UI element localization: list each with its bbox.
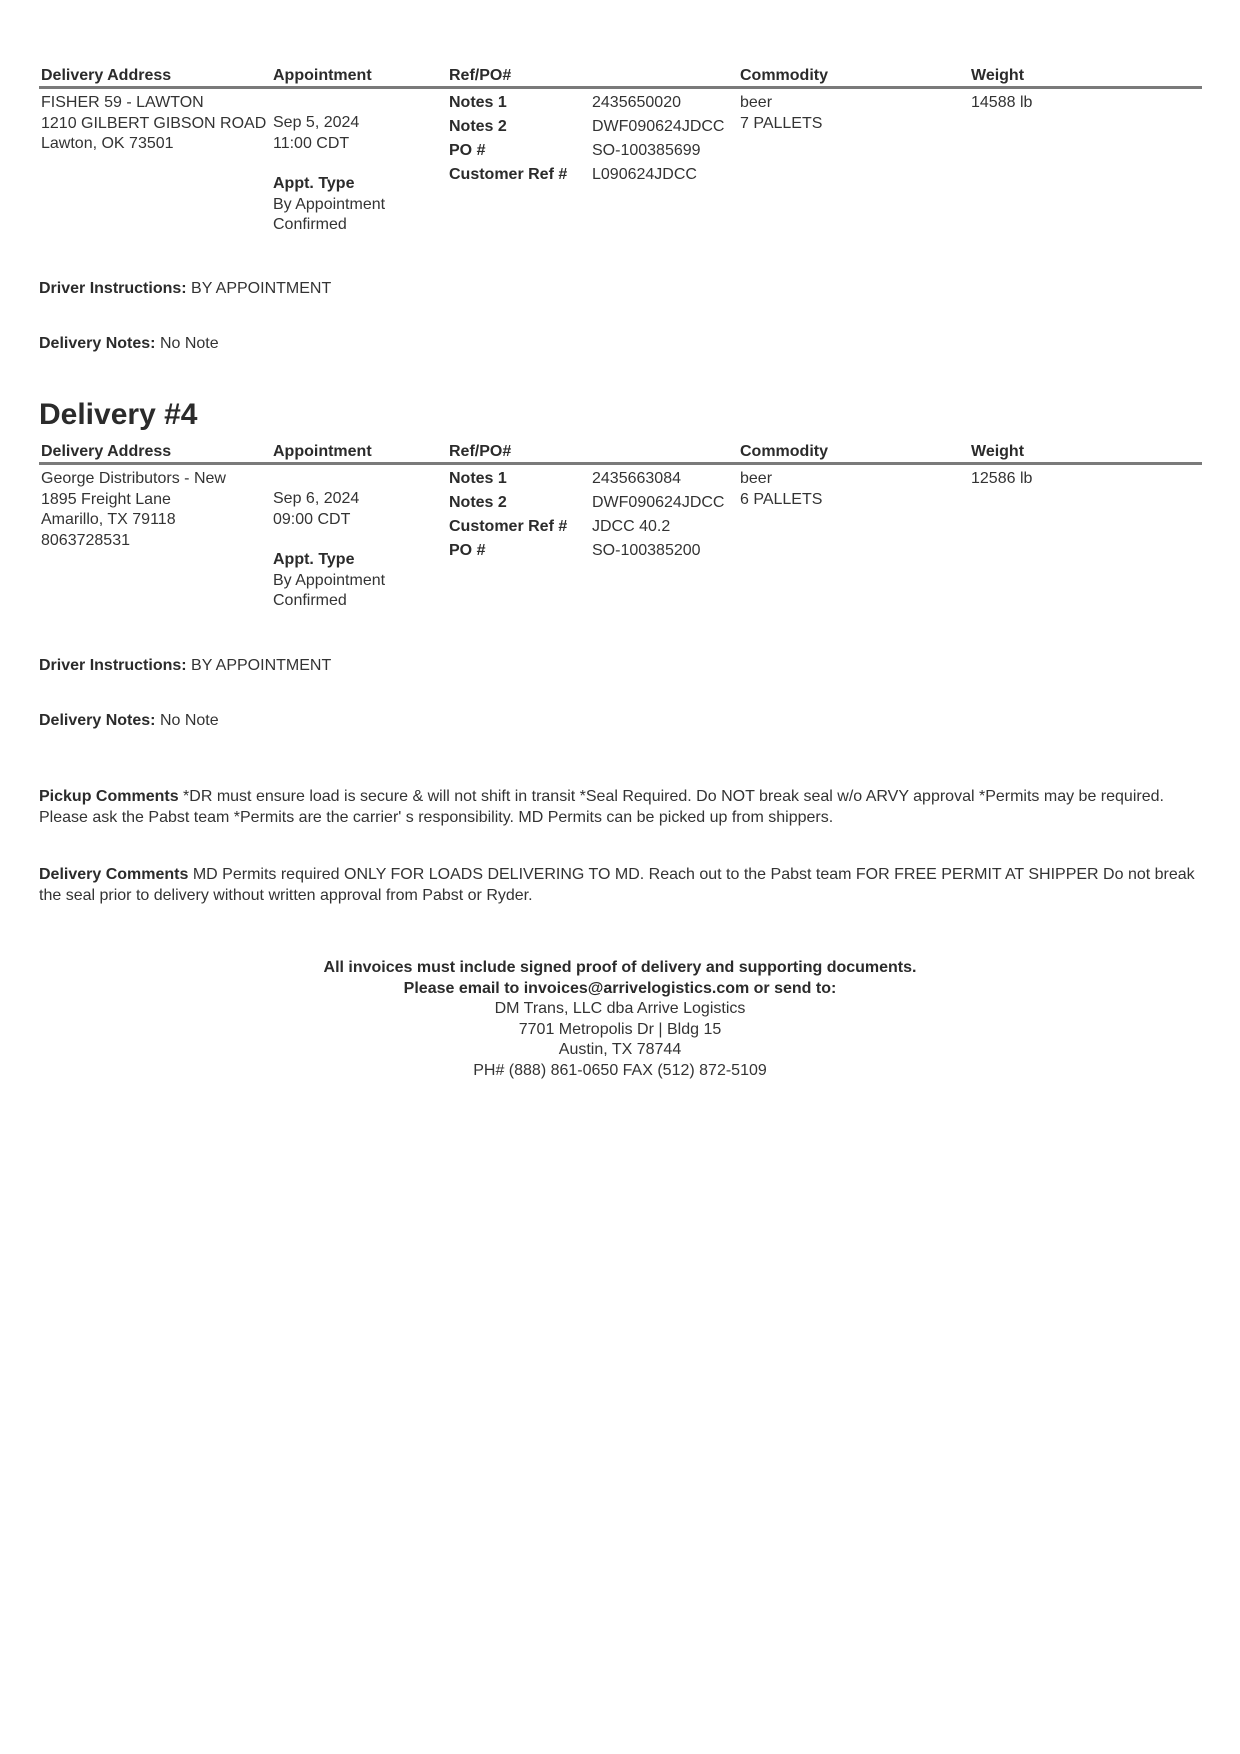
commodity-pallets: 6 PALLETS (740, 490, 823, 508)
ref-value: SO-100385699 (592, 142, 701, 159)
commodity-pallets: 7 PALLETS (740, 114, 823, 132)
footer-city: Austin, TX 78744 (558, 1041, 682, 1058)
pickup-comments (39, 786, 1204, 828)
ref-value: L090624JDCC (592, 166, 697, 183)
delivery-notes (39, 334, 219, 354)
ref-row (449, 141, 739, 165)
weight-value: 14588 lb (971, 94, 1033, 111)
header-weight: Weight (971, 443, 1025, 460)
commodity (740, 469, 940, 510)
delivery-address (41, 93, 271, 155)
table-row (39, 465, 1202, 625)
address-line: George Distributors - New (41, 470, 226, 487)
ref-value: DWF090624JDCC (592, 494, 725, 511)
footer-invoice-requirement: All invoices must include signed proof of delivery and supporting documents. (323, 959, 917, 976)
address-line: Amarillo, TX 79118 (41, 511, 176, 528)
appt-date: Sep 6, 2024 (273, 490, 360, 507)
delivery-notes-label: Delivery Notes: (39, 712, 156, 729)
ref-key: Notes 1 (449, 470, 507, 487)
address-line: 1895 Freight Lane (41, 490, 171, 508)
delivery-table-4 (39, 442, 1202, 625)
header-commodity: Commodity (740, 443, 828, 460)
ref-po-list (449, 93, 739, 189)
ref-row (449, 541, 739, 565)
appt-time: 09:00 CDT (273, 510, 351, 528)
ref-key: PO # (449, 142, 486, 159)
delivery-comments-label: Delivery Comments (39, 866, 189, 883)
ref-key: Notes 2 (449, 494, 507, 511)
ref-key: Customer Ref # (449, 166, 568, 183)
header-ref-po: Ref/PO# (449, 67, 512, 84)
appt-type-label: Appt. Type (273, 175, 355, 192)
delivery-notes (39, 711, 219, 731)
driver-instructions (39, 656, 331, 676)
header-appointment: Appointment (273, 67, 372, 84)
ref-key: Customer Ref # (449, 518, 568, 535)
ref-key: PO # (449, 542, 486, 559)
weight (971, 469, 1171, 490)
ref-po-list (449, 469, 739, 565)
ref-row (449, 517, 739, 541)
ref-key: Notes 1 (449, 94, 507, 111)
footer-street: 7701 Metropolis Dr | Bldg 15 (518, 1020, 722, 1038)
table-header (39, 66, 1202, 89)
delivery-comments (39, 864, 1204, 906)
appt-status: Confirmed (273, 216, 347, 233)
ref-row (449, 117, 739, 141)
appt-type: By Appointment (273, 571, 386, 589)
delivery-notes-label: Delivery Notes: (39, 335, 156, 352)
header-weight: Weight (971, 67, 1025, 84)
appt-type: By Appointment (273, 195, 386, 213)
appointment (273, 113, 433, 236)
driver-instructions-value: BY APPOINTMENT (191, 657, 332, 674)
ref-row (449, 165, 739, 189)
driver-instructions (39, 279, 331, 299)
footer-email-instruction: Please email to invoices@arrivelogistics.com or send to: (403, 979, 837, 997)
invoice-footer (0, 958, 1240, 1081)
commodity-name: beer (740, 94, 773, 111)
commodity (740, 93, 940, 134)
address-line: Lawton, OK 73501 (41, 135, 174, 152)
driver-instructions-value: BY APPOINTMENT (191, 280, 332, 297)
table-header (39, 442, 1202, 465)
header-delivery-address: Delivery Address (41, 67, 172, 84)
ref-key: Notes 2 (449, 118, 507, 135)
appt-status: Confirmed (273, 592, 347, 609)
ref-value: 2435663084 (592, 470, 681, 487)
header-ref-po: Ref/PO# (449, 443, 512, 460)
ref-row (449, 493, 739, 517)
header-commodity: Commodity (740, 67, 828, 84)
delivery-4-title: Delivery #4 (39, 398, 198, 431)
appointment (273, 489, 433, 612)
footer-company: DM Trans, LLC dba Arrive Logistics (494, 1000, 746, 1017)
ref-value: DWF090624JDCC (592, 118, 725, 135)
header-delivery-address: Delivery Address (41, 443, 172, 460)
pickup-comments-text: *DR must ensure load is secure & will not shift in transit *Seal Required. Do NOT break seal w/o ARVY approval *Permits may be required. Please ask the Pabst team *Permits are the carrier' s responsibility. MD Permits can be picked up from shippers. (39, 788, 1164, 826)
delivery-notes-value: No Note (159, 712, 219, 729)
appt-time: 11:00 CDT (273, 134, 350, 152)
footer-phone: PH# (888) 861-0650 FAX (512) 872-5109 (473, 1061, 767, 1079)
pickup-comments-label: Pickup Comments (39, 788, 179, 805)
ref-value: 2435650020 (592, 94, 681, 111)
table-row (39, 89, 1202, 249)
delivery-address (41, 469, 271, 551)
address-line: FISHER 59 - LAWTON (41, 94, 204, 111)
ref-row (449, 93, 739, 117)
appt-type-label: Appt. Type (273, 551, 355, 568)
ref-row (449, 469, 739, 493)
address-line: 1210 GILBERT GIBSON ROAD (41, 114, 267, 132)
driver-instructions-label: Driver Instructions: (39, 280, 187, 297)
header-appointment: Appointment (273, 443, 372, 460)
delivery-table-stop3 (39, 66, 1202, 249)
ref-value: JDCC 40.2 (592, 518, 671, 535)
driver-instructions-label: Driver Instructions: (39, 657, 187, 674)
delivery-notes-value: No Note (159, 335, 219, 352)
delivery-comments-text: MD Permits required ONLY FOR LOADS DELIVERING TO MD. Reach out to the Pabst team FOR FREE PERMIT AT SHIPPER Do not break the seal prior to delivery without written approval from Pabst or Ryder. (39, 866, 1195, 904)
commodity-name: beer (740, 470, 773, 487)
weight-value: 12586 lb (971, 470, 1033, 487)
ref-value: SO-100385200 (592, 542, 701, 559)
appt-date: Sep 5, 2024 (273, 114, 360, 131)
address-line: 8063728531 (41, 531, 130, 549)
weight (971, 93, 1171, 114)
